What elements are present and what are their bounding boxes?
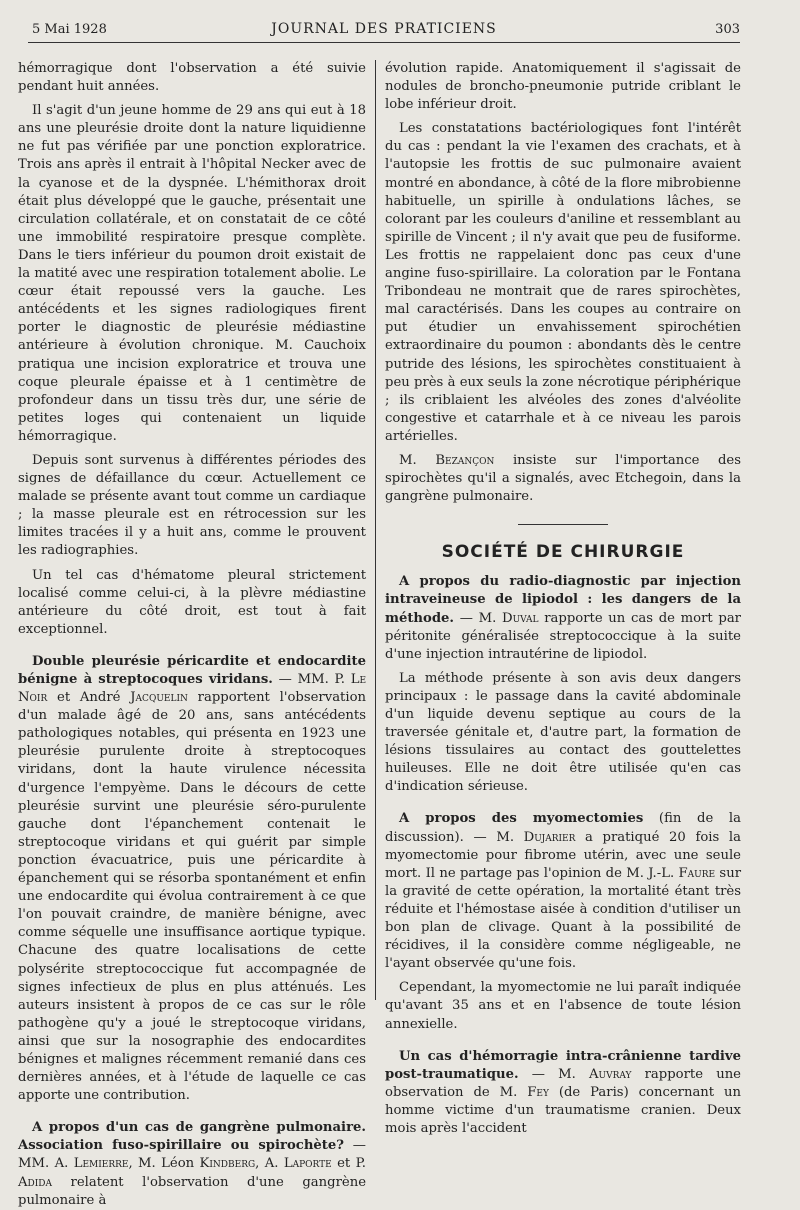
running-header (28, 18, 740, 43)
author-name: Dujarier (523, 829, 576, 845)
paragraph: Un tel cas d'hématome pleural strictement localisé comme celui-ci, à la plèvre médiastine antérieure du côté droit, est tout à fait exceptionnel. (18, 567, 366, 637)
author-name: Auvray (588, 1066, 632, 1082)
section-rule (518, 524, 608, 525)
article-title: Double pleurésie péricardite et endocardite bénigne à streptocoques viridans. (18, 653, 366, 687)
journal-title: JOURNAL DES PRATICIENS (271, 21, 497, 37)
article-lipiodol: A propos du radio-diagnostic par injection intraveineuse de lipiodol : les dangers de la méthode. — M. Duval rapporte un cas de mort par péritonite généralisée streptococcique à la suite d'une injection intrautérine de lipiodol. (385, 574, 741, 662)
right-column (385, 60, 742, 1136)
paragraph: La méthode présente à son avis deux dangers principaux : le passage dans la cavité abdominale d'un liquide devenu septique au cours de la traversée génitale et, d'autre part, la formation de lésions tissulaires au contact des gouttelettes huileuses. Elle ne doit être utilisée qu'en cas d'indication sérieuse. (385, 670, 741, 795)
issue-date: 5 Mai 1928 (32, 22, 107, 37)
article-myomectomies: A propos des myomectomies (fin de la discussion). — M. Dujarier a pratiqué 20 fois la myomectomie pour fibrome utérin, avec une seule mort. Il ne partage pas l'opinion de M. J.-L. Faure sur la gravité de cette opération, la mortalité étant très réduite et l'hémostase aisée à condition d'utiliser un bon plan de clivage. Quant à la possibilité de récidives, il la considère comme négligeable, ne l'ayant observée qu'une fois. (385, 811, 741, 972)
author-name: Lemierre (73, 1156, 129, 1172)
author-name: Bezançon (435, 452, 495, 468)
author-name: Laporte (283, 1156, 332, 1172)
article-hemorragie: Un cas d'hémorragie intra-crânienne tardive post-traumatique. — M. Auvray rapporte une observation de M. Fey (de Paris) concernant un homme victime d'un traumatisme cranien. Deux mois après l'accident (385, 1048, 742, 1136)
article-title: A propos d'un cas de gangrène pulmonaire. Association fuso-spirillaire ou spirochète? (18, 1120, 366, 1154)
author-name: Adida (18, 1174, 53, 1190)
paragraph: M. Bezançon insiste sur l'importance des spirochètes qu'il a signalés, avec Etchegoin, dans la gangrène pulmonaire. (385, 452, 742, 505)
paragraph: hémorragique dont l'observation a été suivie pendant huit années. (18, 61, 366, 95)
left-column (18, 60, 367, 1208)
column-divider (375, 60, 376, 1000)
article-double-pleuresie: Double pleurésie péricardite et endocardite bénigne à streptocoques viridans. — MM. P. Le Noir et André Jacquelin rapportent l'observation d'un malade âgé de 20 ans, sans antécédents pathologiques notables, qui présenta en 1923 une pleurésie purulente droite à streptocoques viridans, dont la haute virulence nécessita d'urgence l'empyème. Dans le décours de cette pleurésie survint une pleurésie séro-purulente gauche dont l'épanchement contenait le streptocoque viridans et qui guérit par simple ponction évacuatrice, puis une péricardite à épanchement qui se résorba spontanément et enfin une endocardite qui évolua contrairement à ce que l'on pouvait craindre, de manière bénigne, avec comme séquelle une insuffisance aortique typique. Chacune des quatre localisations de cette polysérite streptococcique fut accompagnée de signes infectieux de plus en plus atténués. Les auteurs insistent à propos de ce cas sur le rôle pathogène qu'y a joué le streptocoque viridans, ainsi que sur la nosographie des endocardites bénignes et malignes récemment remanié dans ces dernières années, et à l'étude de laquelle ce cas apporte une contribution. (18, 653, 367, 1104)
author-name: Fey (527, 1084, 549, 1100)
section-heading: SOCIÉTÉ DE CHIRURGIE (441, 542, 685, 563)
paragraph: Depuis sont survenus à différentes périodes des signes de défaillance du cœur. Actuellement ce malade se présente avant tout comme un cardiaque ; la masse pleurale est en rétrocession sur les limites tracées il y a huit ans, comme le prouvent les radiographies. (18, 452, 366, 559)
author-name: Faure (678, 865, 716, 881)
author-name: Kindberg (199, 1156, 256, 1172)
paragraph: évolution rapide. Anatomiquement il s'agissait de nodules de broncho-pneumonie putride criblant le lobe inférieur droit. (385, 61, 741, 113)
paragraph: Il s'agit d'un jeune homme de 29 ans qui eut à 18 ans une pleurésie droite dont la nature liquidienne ne fut pas vérifiée par une ponction exploratrice. Trois ans après il entrait à l'hôpital Necker avec de la cyanose et de la dyspnée. L'hémithorax droit était plus développé que le gauche, présentait une circulation collatérale, et on constatait de ce côté une immobilité respiratoire presque complète. Dans le tiers inférieur du poumon droit existait de la matité avec une respiration totalement abolie. Le cœur était repoussé vers la gauche. Les antécédents et les signes radiologiques firent porter le diagnostic de pleurésie médiastine antérieure à évolution chronique. M. Cauchoix pratiqua une incision exploratrice et trouva une coque pleurale épaisse et à 1 centimètre de profondeur dans un tissu très dur, une série de petites loges qui contenaient un liquide hémorragique. (18, 103, 366, 444)
author-name: Le Noir (18, 672, 367, 706)
author-name: Jacquelin (130, 690, 188, 706)
author-name: Duval (502, 610, 539, 626)
article-title: A propos des myomectomies (399, 811, 644, 827)
page-number: 303 (715, 22, 740, 37)
paragraph: Les constatations bactériologiques font l'intérêt du cas : pendant la vie l'examen des crachats, et à l'autopsie les frottis de suc pulmonaire avaient montré en abondance, à côté de la flore mibrobienne habituelle, un spirille à ondulations lâches, se colorant par les couleurs d'aniline et ressemblant au spirille de Vincent ; il n'y avait que peu de fusiforme. Les frottis ne rappelaient donc pas ceux d'une angine fuso-spirillaire. La coloration par le Fontana Tribondeau ne montrait que de rares spirochètes, mal caractérisés. Dans les coupes au contraire on put étudier un envahissement spirochétien extraordinaire du poumon : abondants dès le centre putride des lésions, les spirochètes constituaient à peu près à eux seuls la zone nécrotique périphérique ; ils criblaient les alvéoles des zones d'alvéolite congestive et catarrhale et à ce niveau les parois artérielles. (385, 121, 741, 444)
article-title: Un cas d'hémorragie intra-crânienne tardive post-traumatique. (385, 1048, 741, 1082)
article-gangrene: A propos d'un cas de gangrène pulmonaire. Association fuso-spirillaire ou spirochète? — MM. A. Lemierre, M. Léon Kindberg, A. Laporte et P. Adida relatent l'observation d'une gangrène pulmonaire à (18, 1120, 366, 1208)
article-title: A propos du radio-diagnostic par injection intraveineuse de lipiodol : les dangers de la méthode. (385, 574, 741, 626)
paragraph: Cependant, la myomectomie ne lui paraît indiquée qu'avant 35 ans et en l'absence de toute lésion annexielle. (385, 980, 741, 1032)
